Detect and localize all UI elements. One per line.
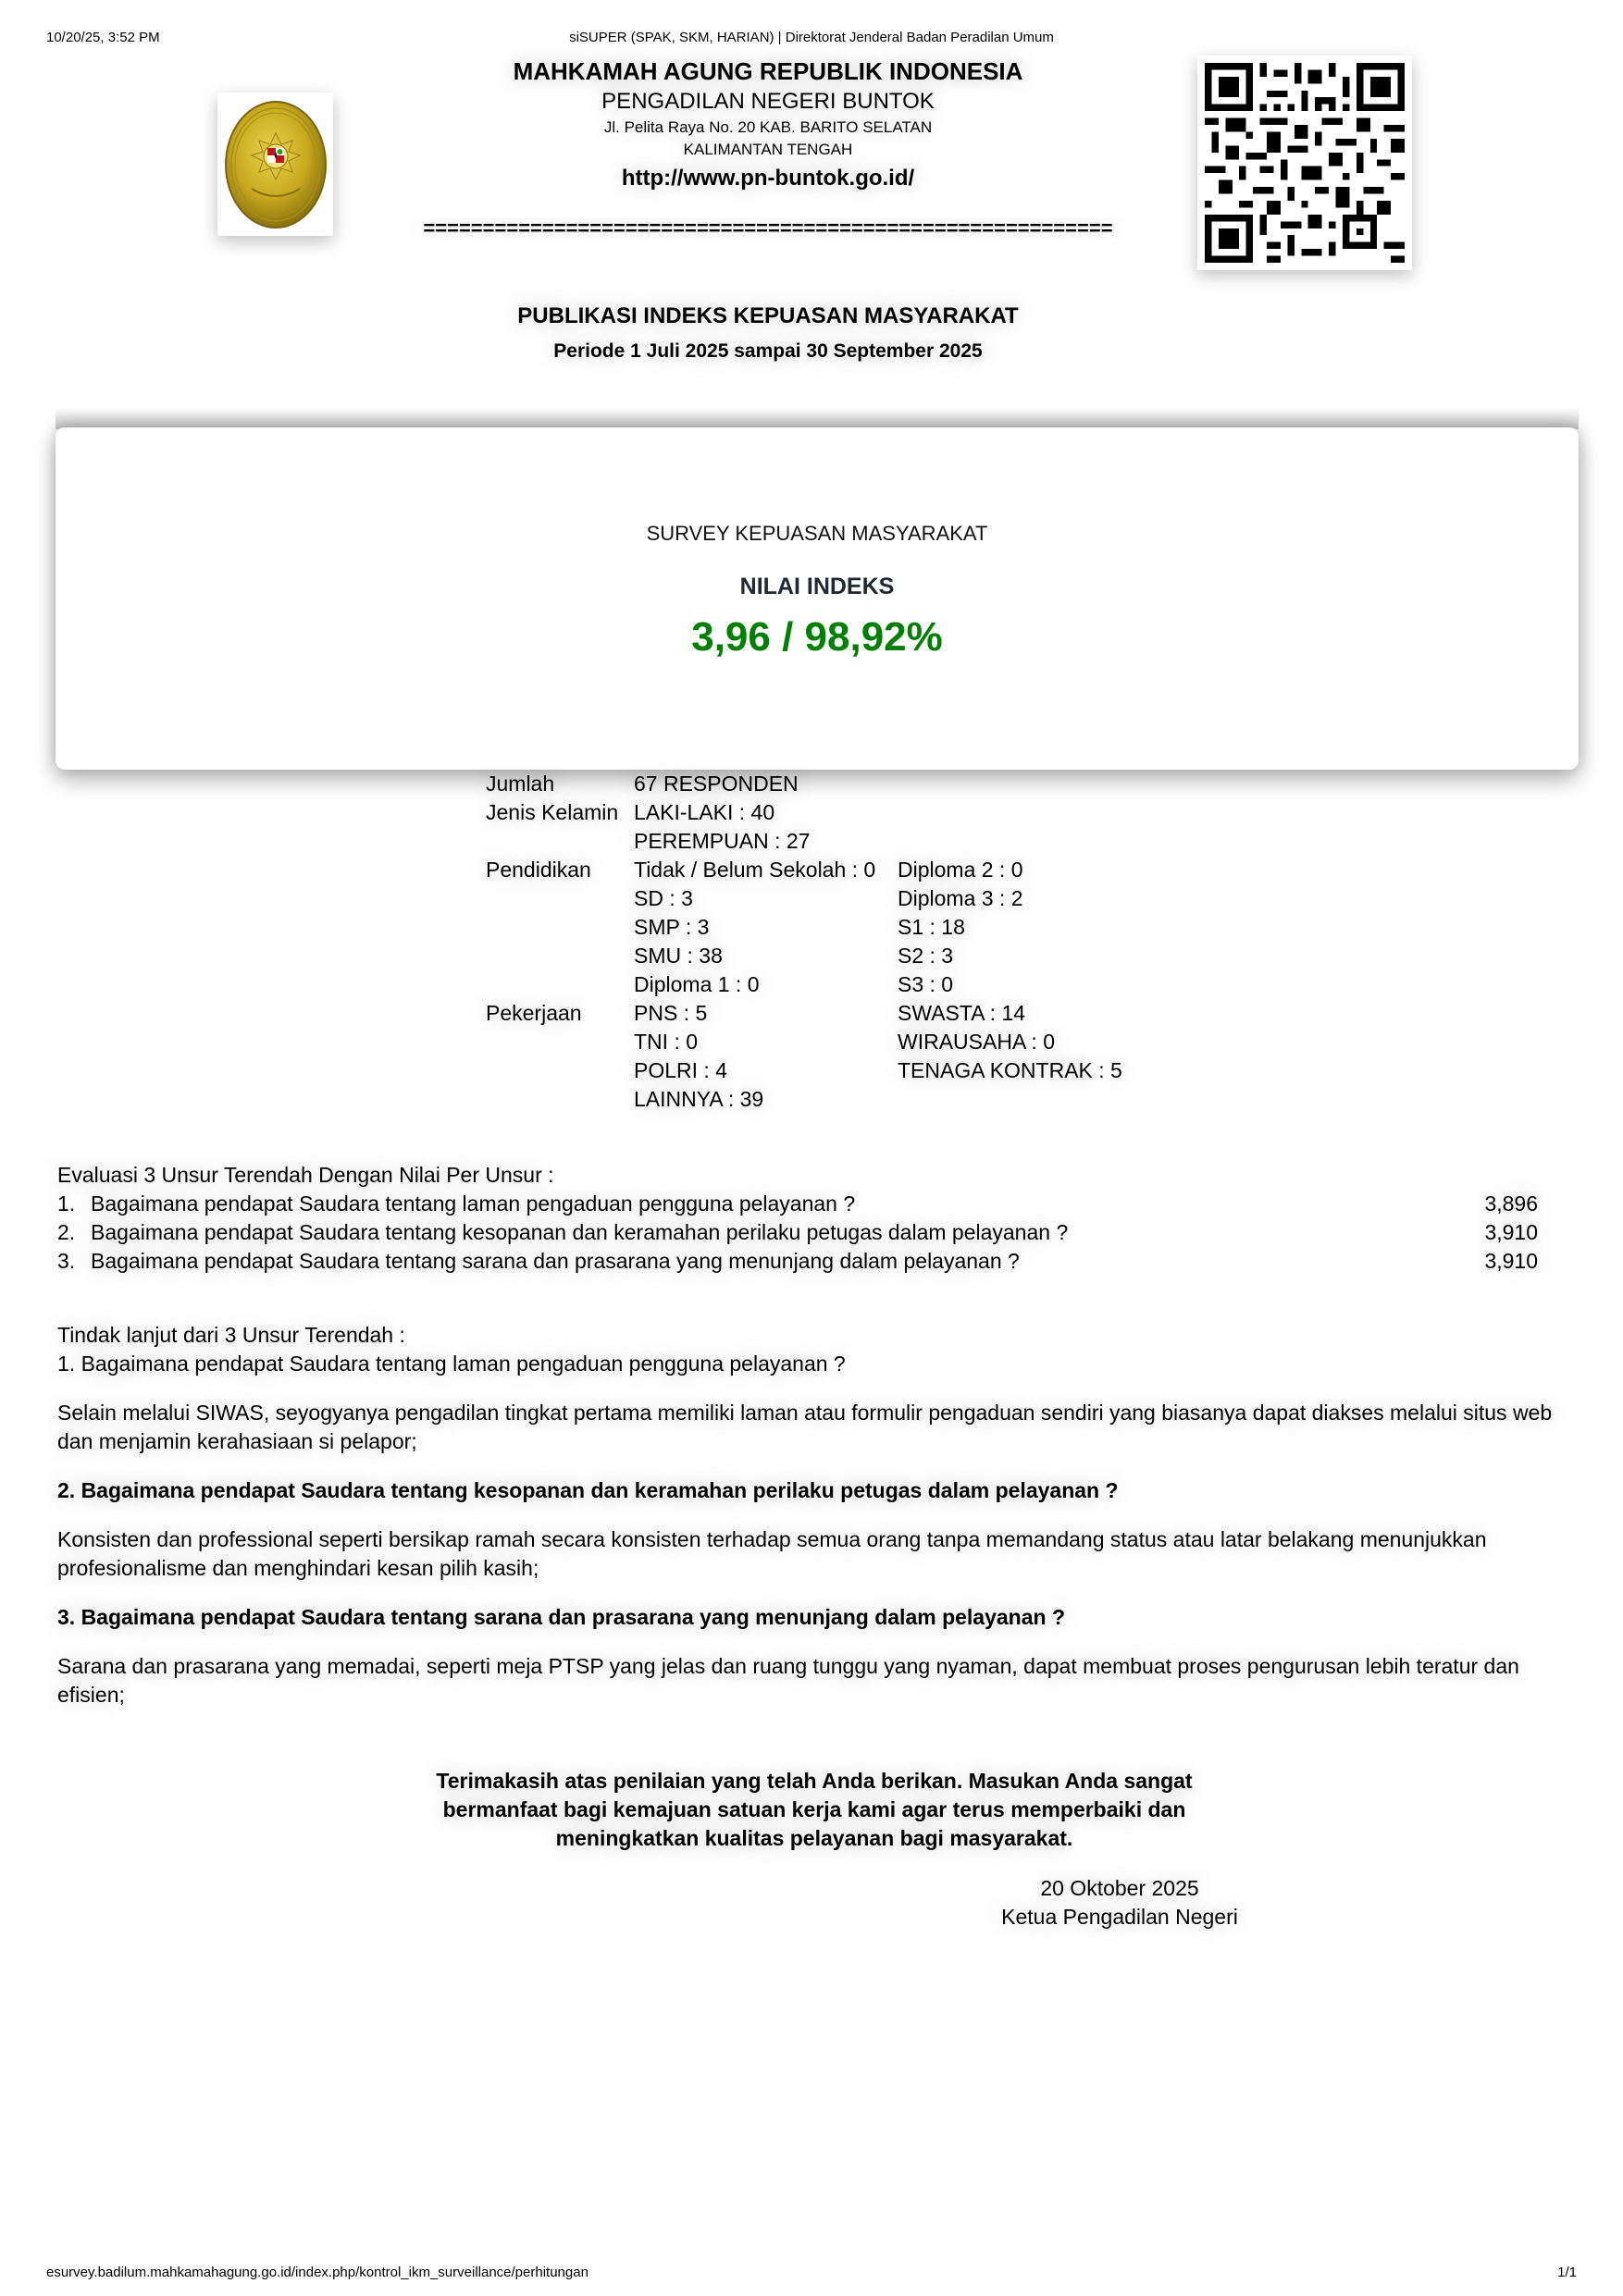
follow-up-section xyxy=(57,1321,1575,1710)
education-item: Tidak / Belum Sekolah : 0 xyxy=(634,858,876,882)
court-website: http://www.pn-buntok.go.id/ xyxy=(621,166,915,191)
index-label: NILAI INDEKS xyxy=(739,574,895,599)
demo-row-gender-2 xyxy=(486,827,1122,856)
education-item: SMU : 38 xyxy=(634,944,723,968)
evaluation-number: 1. xyxy=(57,1191,76,1216)
institution-name: MAHKAMAH AGUNG REPUBLIK INDONESIA xyxy=(513,57,1023,85)
occupation-item: LAINNYA : 39 xyxy=(634,1087,764,1111)
print-footer xyxy=(0,2265,1623,2283)
signatory-title: Ketua Pengadilan Negeri xyxy=(1001,1905,1238,1929)
demo-row-jumlah xyxy=(486,770,1122,798)
demo-row-education xyxy=(486,884,1122,913)
print-page-title: siSUPER (SPAK, SKM, HARIAN) | Direktorat Jenderal Badan Peradilan Umum xyxy=(569,30,1054,45)
print-header xyxy=(0,30,1623,48)
court-name: PENGADILAN NEGERI BUNTOK xyxy=(601,89,935,114)
follow-up-answer-2: Konsisten dan professional seperti bersikap ramah secara konsisten terhadap semua orang tanpa memandang status atau latar belakang menunjukkan profesionalisme dan menghindari kesan pilih kasih; xyxy=(57,1527,1487,1580)
education-item: Diploma 2 : 0 xyxy=(898,858,1023,882)
education-item: Diploma 3 : 2 xyxy=(898,886,1023,910)
survey-label: SURVEY KEPUASAN MASYARAKAT xyxy=(646,522,988,545)
qr-code-icon xyxy=(1205,63,1405,263)
education-item: SMP : 3 xyxy=(634,915,710,939)
evaluation-question: Bagaimana pendapat Saudara tentang sarana dan prasarana yang menunjang dalam pelayanan ? xyxy=(91,1249,1020,1273)
education-item: SD : 3 xyxy=(634,886,693,910)
follow-up-heading: Tindak lanjut dari 3 Unsur Terendah : xyxy=(57,1323,405,1347)
evaluation-item xyxy=(57,1218,1538,1247)
follow-up-answer-1: Selain melalui SIWAS, seyogyanya pengadilan tingkat pertama memiliki laman atau formulir pengaduan sendiri yang biasanya dapat diakses melalui situs web dan menjamin kerahasiaan si pelapor; xyxy=(57,1401,1553,1453)
demo-row-occupation xyxy=(486,1028,1122,1056)
demo-row-education xyxy=(486,942,1122,970)
demo-label-education: Pendidikan xyxy=(486,858,591,882)
publication-period: Periode 1 Juli 2025 sampai 30 September 2025 xyxy=(553,340,983,362)
respondent-count: 67 RESPONDEN xyxy=(634,772,799,796)
follow-up-answer-3: Sarana dan prasarana yang memadai, seperti meja PTSP yang jelas dan ruang tunggu yang nyaman, dapat membuat proses pengurusan lebih teratur dan efisien; xyxy=(57,1654,1519,1707)
evaluation-number: 2. xyxy=(57,1220,76,1244)
evaluation-number: 3. xyxy=(57,1249,76,1273)
respondent-demographics xyxy=(486,770,1122,1114)
evaluation-question: Bagaimana pendapat Saudara tentang laman pengaduan pengguna pelayanan ? xyxy=(91,1191,856,1216)
print-url: esurvey.badilum.mahkamahagung.go.id/index.php/kontrol_ikm_surveillance/perhitungan xyxy=(46,2265,588,2280)
evaluation-score: 3,910 xyxy=(1484,1249,1538,1273)
occupation-item: SWASTA : 14 xyxy=(898,1001,1026,1025)
demo-row-education xyxy=(486,970,1122,999)
occupation-item: TNI : 0 xyxy=(634,1030,699,1054)
evaluation-item xyxy=(57,1247,1538,1276)
occupation-item: PNS : 5 xyxy=(634,1001,708,1025)
education-item: Diploma 1 : 0 xyxy=(634,972,760,996)
occupation-item: POLRI : 4 xyxy=(634,1058,727,1082)
occupation-item: TENAGA KONTRAK : 5 xyxy=(898,1058,1122,1082)
demo-row-gender xyxy=(486,798,1122,827)
demo-row-occupation xyxy=(486,1085,1122,1114)
index-card xyxy=(56,427,1579,770)
follow-up-question-2: 2. Bagaimana pendapat Saudara tentang kesopanan dan keramahan perilaku petugas dalam pelayanan ? xyxy=(57,1478,1119,1502)
demo-row-occupation xyxy=(486,999,1122,1028)
evaluation-item xyxy=(57,1190,1538,1218)
mahkamah-agung-logo xyxy=(217,93,333,236)
demo-label-jumlah: Jumlah xyxy=(486,772,555,796)
index-value: 3,96 / 98,92% xyxy=(691,614,943,660)
thank-you-message: Terimakasih atas penilaian yang telah Anda berikan. Masukan Anda sangat bermanfaat bagi kemajuan satuan kerja kami agar terus memperbaiki dan meningkatkan kualitas pelayanan bagi masyarakat. xyxy=(436,1769,1193,1850)
evaluation-score: 3,896 xyxy=(1484,1191,1538,1216)
demo-row-occupation xyxy=(486,1056,1122,1085)
education-item: S1 : 18 xyxy=(898,915,965,939)
address-line-2: KALIMANTAN TENGAH xyxy=(683,141,853,158)
evaluation-score: 3,910 xyxy=(1484,1220,1538,1244)
demo-label-occupation: Pekerjaan xyxy=(486,1001,582,1025)
follow-up-question-1: 1. Bagaimana pendapat Saudara tentang laman pengaduan pengguna pelayanan ? xyxy=(57,1352,846,1376)
address-line-1: Jl. Pelita Raya No. 20 KAB. BARITO SELATAN xyxy=(603,118,933,136)
signature-date: 20 Oktober 2025 xyxy=(1040,1876,1199,1900)
demo-row-education xyxy=(486,856,1122,884)
letterhead-divider: ========================================================== xyxy=(423,218,1113,239)
print-page-number: 1/1 xyxy=(1557,2265,1577,2280)
demo-row-education xyxy=(486,913,1122,942)
gender-male: LAKI-LAKI : 40 xyxy=(634,800,775,824)
gender-female: PEREMPUAN : 27 xyxy=(634,829,811,853)
card-top-shadow xyxy=(56,407,1579,429)
letterhead xyxy=(352,56,1184,194)
occupation-item: WIRAUSAHA : 0 xyxy=(898,1030,1055,1054)
education-item: S2 : 3 xyxy=(898,944,954,968)
publication-title: PUBLIKASI INDEKS KEPUASAN MASYARAKAT xyxy=(517,303,1019,328)
qr-code xyxy=(1197,56,1412,270)
evaluation-question: Bagaimana pendapat Saudara tentang kesopanan dan keramahan perilaku petugas dalam pelayanan ? xyxy=(91,1220,1069,1244)
signature-block xyxy=(981,1874,1258,1932)
demo-label-gender: Jenis Kelamin xyxy=(486,800,619,824)
lowest-elements-evaluation xyxy=(57,1161,1538,1276)
print-datetime: 10/20/25, 3:52 PM xyxy=(46,30,160,45)
mahkamah-agung-emblem-icon xyxy=(224,100,328,229)
education-item: S3 : 0 xyxy=(898,972,954,996)
follow-up-question-3: 3. Bagaimana pendapat Saudara tentang sarana dan prasarana yang menunjang dalam pelayanan ? xyxy=(57,1605,1066,1629)
evaluation-heading: Evaluasi 3 Unsur Terendah Dengan Nilai Per Unsur : xyxy=(57,1163,554,1187)
